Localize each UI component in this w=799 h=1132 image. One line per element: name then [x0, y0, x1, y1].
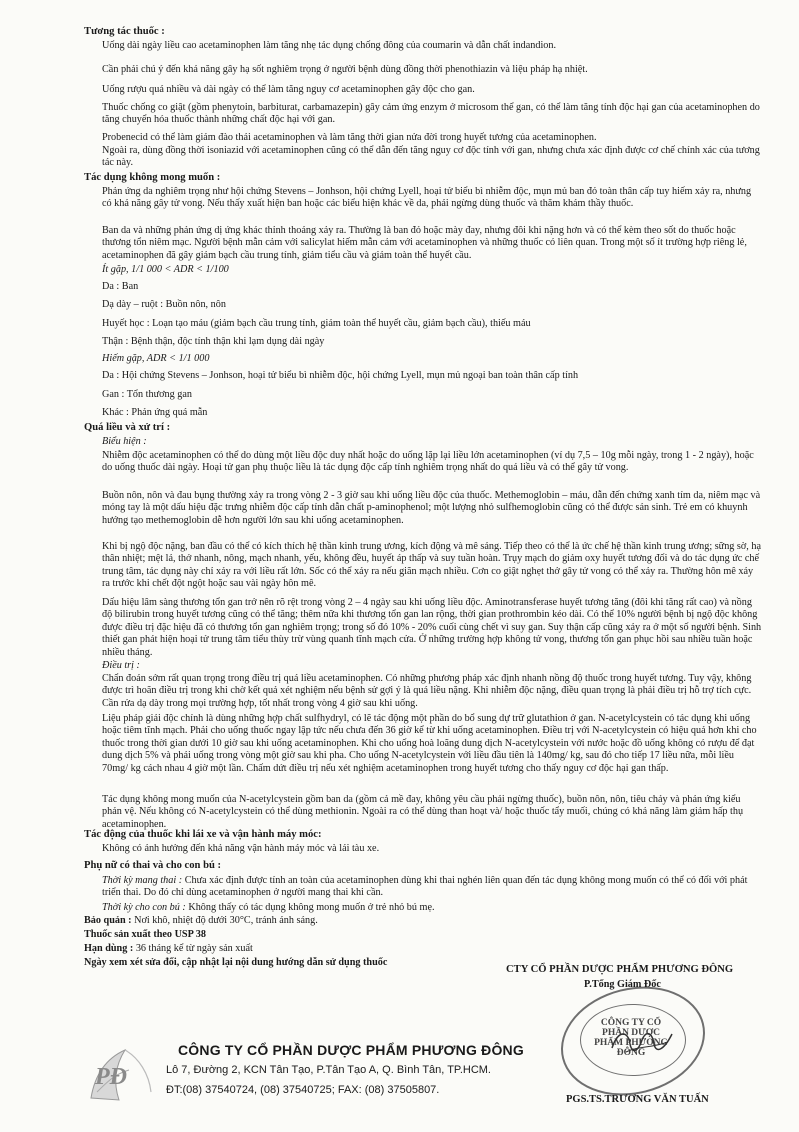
- rare-item: Huyết học : Loạn tạo máu (giảm bạch cầu trung tính, giảm toàn thể huyết cầu, giảm bạch cầu), thiếu máu: [102, 318, 531, 329]
- footer-company-name: CÔNG TY CỔ PHẦN DƯỢC PHẨM PHƯƠNG ĐÔNG: [178, 1042, 524, 1058]
- storage-text: Nơi khô, nhiệt độ dưới 30°C, tránh ánh sáng.: [134, 915, 318, 926]
- driving-text: Không có ảnh hưởng đến khả năng vận hành máy móc và lái tàu xe.: [102, 843, 380, 854]
- signs-label: Biểu hiện :: [102, 436, 147, 447]
- interaction-item: Uống rượu quá nhiều và dài ngày có thể làm tăng nguy cơ acetaminophen gây độc cho gan.: [102, 84, 475, 95]
- interaction-item: Thuốc chống co giật (gồm phenytoin, barbiturat, carbamazepin) gây cảm ứng enzym ở microsom thể gan, có thể làm tăng tính độc hại gan của acetaminophen do tăng chuyển hóa thuốc thành những chất độc hại với gan.: [102, 102, 760, 126]
- standard-text: Thuốc sản xuất theo USP 38: [84, 929, 206, 940]
- signs-paragraph: Buồn nôn, nôn và đau bụng thường xảy ra trong vòng 2 - 3 giờ sau khi uống liều độc của thuốc. Methemoglobin – máu, dẫn đến chứng xanh tím da, niêm mạc và móng tay là một dấu hiệu đặc trưng nhiễm độc cấp tính dẫn chất p-aminophenol; một lượng nhỏ sulfhemoglobin cũng có thể được sản sinh. Trẻ em có khuynh hướng tạo methemoglobin dễ hơn người lớn sau khi uống acetaminophen.: [102, 490, 761, 526]
- treatment-paragraph: Liệu pháp giải độc chính là dùng những hợp chất sulfhydryl, có lẽ tác động một phần do bổ sung dự trữ glutathion ở gan. N-acetylcystein có tác dụng khi uống hoặc tiêm tĩnh mạch. Phải cho uống thuốc ngay lập tức nếu chưa đến 36 giờ kể từ khi uống acetaminophen. Điều trị với N-acetylcystein có hiệu quả hơn khi cho thuốc trong thời gian dưới 10 giờ sau khi uống acetaminophen. Khi cho uống hoà loãng dung dịch N-acetylcystein với nước hoặc đồ uống không có rượu để đạt dung dịch 5% và phải uống trong vòng một giờ sau khi pha. Cho uống N-acetylcystein với liều đầu tiên là 140mg/ kg, sau đó cho tiếp 17 liều nữa, mỗi liều 70mg/ kg cách nhau 4 giờ một lần. Chấm dứt điều trị nếu xét nghiệm acetaminophen trong huyết tương cho thấy nguy cơ độc hại gan thấp.: [102, 713, 757, 774]
- lactation-label: Thời kỳ cho con bú :: [102, 902, 186, 913]
- footer-address: Lô 7, Đường 2, KCN Tân Tạo, P.Tân Tạo A, Q. Bình Tân, TP.HCM.: [166, 1064, 491, 1076]
- signs-paragraph: Nhiễm độc acetaminophen có thể do dùng một liều độc duy nhất hoặc do uống lặp lại liều lớn acetaminophen (ví dụ 7,5 – 10g mỗi ngày, trong 1 - 2 ngày), hoặc do uống thuốc dài ngày. Hoại tử gan phụ thuộc liều là tác dụng độc cấp tính nghiêm trọng nhất do quá liều và có thể gây tử vong.: [102, 450, 754, 474]
- signature-org: CTY CỔ PHẦN DƯỢC PHẨM PHƯƠNG ĐÔNG: [506, 964, 734, 975]
- review-text: Ngày xem xét sửa đổi, cập nhật lại nội dung hướng dẫn sử dụng thuốc: [84, 957, 388, 968]
- interaction-item: Uống dài ngày liều cao acetaminophen làm tăng nhẹ tác dụng chống đông của coumarin và dẫn chất indandion.: [102, 40, 557, 51]
- pregnancy-text: Chưa xác định được tính an toàn của acetaminophen dùng khi thai nghén liên quan đến tác dụng không mong muốn có thể có đối với phát triển thai. Do đó chỉ dùng acetaminophen ở người mang thai khi cần.: [102, 875, 748, 899]
- pregnancy-label: Thời kỳ mang thai :: [102, 875, 183, 886]
- pregnancy-title: Phụ nữ có thai và cho con bú :: [84, 860, 222, 871]
- rare-label: Ít gặp, 1/1 000 < ADR < 1/100: [102, 264, 229, 275]
- veryrare-item: Khác : Phản ứng quá mẫn: [102, 407, 208, 418]
- logo-text: PĐ: [95, 1064, 127, 1090]
- signature-title: P.Tổng Giám Đốc: [584, 979, 661, 990]
- interaction-item: Cần phải chú ý đến khả năng gây hạ sốt nghiêm trọng ở người bệnh dùng đồng thời phenothiazin và liệu pháp hạ nhiệt.: [102, 64, 588, 75]
- rare-item: Da : Ban: [102, 281, 139, 292]
- veryrare-item: Gan : Tổn thương gan: [102, 389, 192, 400]
- driving-title: Tác động của thuốc khi lái xe và vận hành máy móc:: [84, 829, 322, 840]
- rare-item: Dạ dày – ruột : Buồn nôn, nôn: [102, 299, 226, 310]
- expiry-line: [84, 943, 253, 955]
- interactions-title: Tương tác thuốc :: [84, 26, 165, 37]
- footer-phone: ĐT:(08) 37540724, (08) 37540725; FAX: (08) 37505807.: [166, 1084, 440, 1096]
- treatment-label: Điều trị :: [102, 660, 140, 671]
- expiry-label: Hạn dùng :: [84, 943, 134, 954]
- veryrare-label: Hiếm gặp, ADR < 1/1 000: [102, 353, 210, 364]
- lactation-line: [102, 902, 762, 914]
- signer-name: PGS.TS.TRƯƠNG VĂN TUẤN: [566, 1094, 709, 1105]
- stamp-text: CÔNG TY CỔ PHẦN DƯỢC PHẨM PHƯƠNG ĐÔNG: [594, 1018, 668, 1058]
- rare-item: Thận : Bệnh thận, độc tính thận khi lạm dụng dài ngày: [102, 336, 325, 347]
- adverse-title: Tác dụng không mong muốn :: [84, 172, 221, 183]
- treatment-paragraph: Chẩn đoán sớm rất quan trọng trong điều trị quá liều acetaminophen. Có những phương pháp xác định nhanh nồng độ thuốc trong huyết tương. Tuy vậy, không được trì hoãn điều trị trong khi chờ kết quả xét nghiệm nếu bệnh sử gợi ý là quá liều nặng. Khi nhiễm độc nặng, điều quan trọng là phải điều trị hỗ trợ tích cực. Cần rửa dạ dày trong mọi trường hợp, tốt nhất trong vòng 4 giờ sau khi uống.: [102, 673, 752, 709]
- interaction-item: Ngoài ra, dùng đồng thời isoniazid với acetaminophen cũng có thể dẫn đến tăng nguy cơ độc tính với gan, nhưng chưa xác định được cơ chế chính xác của tương tác này.: [102, 145, 760, 169]
- company-logo-icon: [85, 1044, 157, 1106]
- adverse-paragraph: Phản ứng da nghiêm trọng như hội chứng Stevens – Jonhson, hội chứng Lyell, hoại tử biểu bì nhiễm độc, mụn mủ ban đỏ toàn thân cấp tuy hiếm xảy ra, nhưng có khả năng gây tử vong. Nếu thấy xuất hiện ban hoặc các biểu hiện khác về da, phải ngừng dùng thuốc và thăm khám thầy thuốc.: [102, 186, 752, 210]
- veryrare-item: Da : Hội chứng Stevens – Jonhson, hoại tử biểu bì nhiễm độc, hội chứng Lyell, mụn mủ ngoại ban toàn thân cấp tính: [102, 370, 579, 381]
- storage-label: Bảo quản :: [84, 915, 132, 926]
- interaction-item: Probenecid có thể làm giảm đào thải acetaminophen và làm tăng thời gian nửa đời trong huyết tương của acetaminophen.: [102, 132, 597, 143]
- treatment-paragraph: Tác dụng không mong muốn của N-acetylcystein gồm ban da (gồm cả mề đay, không yêu cầu phải ngừng thuốc), buồn nôn, nôn, tiêu chảy và phản ứng kiểu phản vệ. Nếu không có N-acetylcystein có thể dùng methionin. Ngoài ra có thể dùng than hoạt và/ hoặc thuốc tẩy muối, chúng có khả năng làm giảm hấp thụ acetaminophen.: [102, 794, 744, 830]
- signs-paragraph: Dấu hiệu lâm sàng thương tổn gan trở nên rõ rệt trong vòng 2 – 4 ngày sau khi uống liều độc. Aminotransferase huyết tương tăng (đôi khi tăng rất cao) và nồng độ bilirubin trong huyết tương cũng có thể tăng; thêm nữa khi thương tổn gan lan rộng, thời gian prothrombin kéo dài. Có thể 10% người bệnh bị ngộ độc không được điều trị đặc hiệu đã có thương tổn gan nghiêm trọng; trong số đó 10% - 20% cuối cùng chết vì suy gan. Suy thận cấp cũng xảy ra ở một số người bệnh. Sinh thiết gan phát hiện hoại tử trung tâm tiểu thùy trừ vùng quanh tĩnh mạch cửa. Ở những trường hợp không tử vong, thương tổn gan phục hồi sau nhiều tuần hoặc nhiều tháng.: [102, 597, 762, 658]
- adverse-paragraph: Ban da và những phản ứng dị ứng khác thỉnh thoảng xảy ra. Thường là ban đỏ hoặc mày đay, nhưng đôi khi nặng hơn và có thể kèm theo sốt do thuốc hoặc thương tổn niêm mạc. Người bệnh mẫn cảm với salicylat hiếm mẫn cảm với acetaminophen và những thuốc có liên quan. Trong một số ít trường hợp riêng lẻ, acetaminophen đã gây giảm bạch cầu trung tính, giảm tiểu cầu và giảm toàn thể huyết cầu.: [102, 225, 747, 261]
- storage-line: [84, 915, 564, 927]
- overdose-title: Quá liều và xử trí :: [84, 422, 171, 433]
- signature-scribble: [608, 1022, 676, 1060]
- expiry-text: 36 tháng kể từ ngày sản xuất: [135, 943, 253, 954]
- lactation-text: Không thấy có tác dụng không mong muốn ở trẻ nhỏ bú mẹ.: [188, 902, 435, 913]
- pregnancy-line: [102, 875, 762, 900]
- signs-paragraph: Khi bị ngộ độc nặng, ban đầu có thể có kích thích hệ thần kinh trung ương, kích động và mê sảng. Tiếp theo có thể là ức chế hệ thần kinh trung ương; sững sờ, hạ thân nhiệt; mệt lả, thở nhanh, nông, mạch nhanh, yếu, không đều, huyết áp thấp và suy tuần hoàn. Trụy mạch do giảm oxy huyết tương đối và do tác dụng ức chế trung tâm, tác dụng này chỉ xảy ra với liều rất lớn. Sốc có thể xảy ra nếu giãn mạch nhiều. Cơn co giật nghẹt thở gây tử vong có thể xảy ra. Thường hôn mê xảy ra trước khi chết đột ngột hoặc sau vài ngày hôn mê.: [102, 541, 761, 590]
